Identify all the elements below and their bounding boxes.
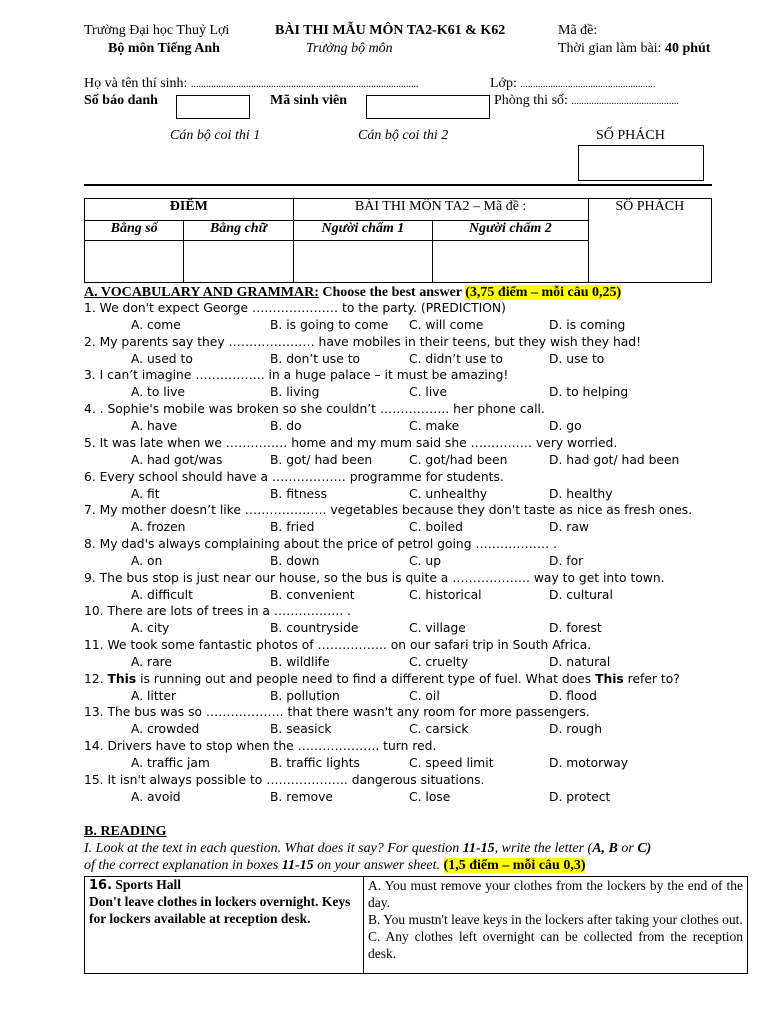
instruction-text-4: on your answer sheet. <box>313 858 444 873</box>
question-1-option-a[interactable]: A. come <box>131 318 181 332</box>
question-15-option-b[interactable]: B. remove <box>270 789 333 804</box>
reading-option-b[interactable]: B. You mustn't leave keys in the lockers after taking your clothes out. <box>368 912 743 927</box>
section-a-heading <box>84 285 621 301</box>
question-11-option-a[interactable]: A. rare <box>131 655 172 669</box>
exam-title: BÀI THI MẪU MÔN TA2-K61 & K62 <box>275 23 506 38</box>
question-5-option-d[interactable]: D. had got/ had been <box>549 452 680 467</box>
question-9-option-d[interactable]: D. cultural <box>549 587 613 602</box>
question-10: 10. There are lots of trees in a …………….. . <box>84 604 351 619</box>
question-9-option-b[interactable]: B. convenient <box>270 587 355 602</box>
question-11-option-c[interactable]: C. cruelty <box>409 655 469 669</box>
question-14-option-a[interactable]: A. traffic jam <box>131 756 210 771</box>
section-a-title: A. VOCABULARY AND GRAMMAR: <box>84 285 319 300</box>
question-14: 14. Drivers have to stop when the ……………….. turn red. <box>84 739 437 754</box>
grader-2-cell[interactable] <box>433 241 588 283</box>
question-9-option-a[interactable]: A. difficult <box>131 587 193 602</box>
question-1-option-d[interactable]: D. is coming <box>549 318 626 332</box>
cut-line <box>84 184 712 186</box>
grader-1-header: Người chấm 1 <box>293 221 432 241</box>
class-label: Lớp: <box>490 76 517 91</box>
question-2-option-b[interactable]: B. don’t use to <box>270 351 361 366</box>
question-13: 13. The bus was so ………………. that there wasn't any room for more passengers. <box>84 705 590 720</box>
section-b-points: (1,5 điểm – mỗi câu 0,3) <box>443 858 586 873</box>
question-6-option-b[interactable]: B. fitness <box>270 486 327 501</box>
instruction-text-3: of the correct explanation in boxes <box>84 858 282 873</box>
msv-label: Mã sinh viên <box>270 93 348 108</box>
question-1-option-c[interactable]: C. will come <box>409 318 484 332</box>
notice-text: Don't leave clothes in lockers overnight. Keys for lockers available at reception desk. <box>89 894 351 926</box>
sbd-box[interactable] <box>176 95 250 119</box>
question-4-option-b[interactable]: B. do <box>270 419 302 434</box>
question-3-option-d[interactable]: D. to helping <box>549 385 629 400</box>
notice-heading <box>89 877 359 893</box>
question-2-option-c[interactable]: C. didn’t use to <box>409 351 503 366</box>
instruction-letters: A, B <box>592 841 618 856</box>
section-a-instruction: Choose the best answer <box>318 285 466 300</box>
section-a-points: (3,75 điểm – mỗi câu 0,25) <box>465 285 622 300</box>
question-6-option-d[interactable]: D. healthy <box>549 486 613 501</box>
msv-box[interactable] <box>366 95 490 119</box>
score-table <box>84 198 712 283</box>
instruction-question-range: 11-15 <box>462 841 495 856</box>
proctor-1-label: Cán bộ coi thi 1 <box>170 128 261 143</box>
question-8: 8. My dad's always complaining about the price of petrol going ……………… . <box>84 536 558 551</box>
sbd-label: Số báo danh <box>84 93 158 108</box>
question-8-option-b[interactable]: B. down <box>270 553 320 568</box>
question-3-option-a[interactable]: A. to live <box>131 385 185 400</box>
grader-1-cell[interactable] <box>293 241 432 283</box>
student-name-field[interactable]: ........................................................................................... <box>190 79 419 90</box>
head-of-department: Trưởng bộ môn <box>306 41 393 56</box>
question-3-option-c[interactable]: C. live <box>409 385 448 400</box>
score-number-cell[interactable] <box>85 241 184 283</box>
question-6-option-c[interactable]: C. unhealthy <box>409 486 488 501</box>
question-13-option-a[interactable]: A. crowded <box>131 722 200 737</box>
question-7-option-b[interactable]: B. fried <box>270 520 315 535</box>
question-12: 12. This is running out and people need to find a different type of fuel. What does This refer to? <box>84 671 680 686</box>
question-11-option-d[interactable]: D. natural <box>549 655 611 669</box>
grader-2-header: Người chấm 2 <box>433 221 588 241</box>
question-15: 15. It isn't always possible to ……………….. dangerous situations. <box>84 772 485 787</box>
item-number: 16. <box>89 878 113 893</box>
class-row <box>490 76 655 92</box>
question-1: 1. We don't expect George ………………… to the party. (PREDICTION) <box>84 301 506 315</box>
question-15-option-a[interactable]: A. avoid <box>131 789 181 804</box>
room-label: Phòng thi số: <box>494 93 568 108</box>
question-7-option-d[interactable]: D. raw <box>549 520 589 535</box>
question-2: 2. My parents say they ………………… have mobiles in their teens, but they wish they had! <box>84 334 642 349</box>
question-3: 3. I can’t imagine …………….. in a huge palace – it must be amazing! <box>84 368 509 383</box>
notice-title: Sports Hall <box>115 877 182 892</box>
question-10-option-a[interactable]: A. city <box>131 621 170 636</box>
question-4-option-d[interactable]: D. go <box>549 419 582 434</box>
question-3-option-b[interactable]: B. living <box>270 385 320 400</box>
instruction-boxes-range: 11-15 <box>281 858 314 873</box>
question-10-option-d[interactable]: D. forest <box>549 621 602 636</box>
score-header: ĐIỂM <box>85 199 294 221</box>
options-cell <box>364 877 748 974</box>
question-14-option-c[interactable]: C. speed limit <box>409 756 494 771</box>
time-limit <box>558 41 710 57</box>
instruction-letter-c: C) <box>637 841 652 856</box>
question-15-option-d[interactable]: D. protect <box>549 789 611 804</box>
instruction-text-2: , write the letter ( <box>494 841 593 856</box>
department: Bộ môn Tiếng Anh <box>108 41 220 56</box>
question-9-option-c[interactable]: C. historical <box>409 587 482 602</box>
question-5: 5. It was late when we …………… home and my mum said she …………… very worried. <box>84 435 618 450</box>
question-12-option-a[interactable]: A. litter <box>131 688 177 703</box>
question-6-option-a[interactable]: A. fit <box>131 486 160 501</box>
notice-cell <box>85 877 364 974</box>
question-5-option-b[interactable]: B. got/ had been <box>270 452 373 467</box>
question-12-option-b[interactable]: B. pollution <box>270 688 340 703</box>
section-b-title: B. READING <box>84 824 167 839</box>
time-value: 40 phút <box>664 41 711 56</box>
question-4-option-c[interactable]: C. make <box>409 419 460 434</box>
question-6: 6. Every school should have a ……………… programme for students. <box>84 469 504 484</box>
exam-code-label: Mã đề: <box>558 23 598 38</box>
question-10-option-c[interactable]: C. village <box>409 621 466 636</box>
so-phach-box[interactable] <box>578 145 704 181</box>
reading-option-a[interactable]: A. You must remove your clothes from the lockers by the end of the day. <box>368 878 743 910</box>
class-field[interactable]: ...................................................... <box>520 79 656 90</box>
room-row <box>494 93 679 109</box>
instruction-text: I. Look at the text in each question. What does it say? For question <box>84 841 463 856</box>
question-9: 9. The bus stop is just near our house, so the bus is quite a ………………. way to get into town. <box>84 570 665 585</box>
proctor-2-label: Cán bộ coi thi 2 <box>358 128 449 143</box>
school-name: Trường Đại học Thuỷ Lợi <box>84 23 230 38</box>
question-14-option-b[interactable]: B. traffic lights <box>270 756 360 771</box>
question-1-option-b[interactable]: B. is going to come <box>270 318 389 332</box>
question-7: 7. My mother doesn’t like ……………….. vegetables because they don't taste as nice as fresh ones. <box>84 503 693 518</box>
instruction-or: or <box>617 841 638 856</box>
question-13-option-b[interactable]: B. seasick <box>270 722 332 737</box>
so-phach-label: SỐ PHÁCH <box>596 128 665 143</box>
question-5-option-c[interactable]: C. got/had been <box>409 452 508 467</box>
section-b-instruction-line-1 <box>84 841 651 857</box>
exam-code-header: BÀI THI MÔN TA2 – Mã đề : <box>293 199 588 221</box>
question-12-option-d[interactable]: D. flood <box>549 688 597 703</box>
question-2-option-a[interactable]: A. used to <box>131 351 193 366</box>
question-10-option-b[interactable]: B. countryside <box>270 621 359 636</box>
question-14-option-d[interactable]: D. motorway <box>549 756 629 771</box>
question-7-option-c[interactable]: C. boiled <box>409 520 463 535</box>
question-2-option-d[interactable]: D. use to <box>549 351 605 366</box>
question-12-option-c[interactable]: C. oil <box>409 688 440 703</box>
score-words-header: Bằng chữ <box>184 221 293 241</box>
question-5-option-a[interactable]: A. had got/was <box>131 452 223 467</box>
question-4: 4. . Sophie's mobile was broken so she couldn’t …………….. her phone call. <box>84 402 545 417</box>
student-name-row <box>84 76 418 92</box>
room-field[interactable]: ........................................... <box>571 96 679 107</box>
question-8-option-a[interactable]: A. on <box>131 553 163 568</box>
question-7-option-a[interactable]: A. frozen <box>131 520 186 535</box>
question-11-option-b[interactable]: B. wildlife <box>270 655 330 669</box>
question-13-option-d[interactable]: D. rough <box>549 722 602 737</box>
question-11: 11. We took some fantastic photos of …………….. on our safari trip in South Africa. <box>84 638 592 652</box>
question-13-option-c[interactable]: C. carsick <box>409 722 469 737</box>
reading-option-c[interactable]: C. Any clothes left overnight can be collected from the reception desk. <box>368 929 743 961</box>
time-label: Thời gian làm bài: <box>558 41 662 56</box>
question-15-option-c[interactable]: C. lose <box>409 789 451 804</box>
score-words-cell[interactable] <box>184 241 293 283</box>
score-number-header: Bằng số <box>85 221 184 241</box>
question-8-option-c[interactable]: C. up <box>409 553 442 568</box>
section-b-instruction-line-2 <box>84 858 585 874</box>
student-name-label: Họ và tên thí sinh: <box>84 76 188 91</box>
so-phach-header: SỐ PHÁCH <box>588 199 711 283</box>
question-8-option-d[interactable]: D. for <box>549 553 584 568</box>
question-4-option-a[interactable]: A. have <box>131 419 178 434</box>
reading-item-table <box>84 876 748 974</box>
